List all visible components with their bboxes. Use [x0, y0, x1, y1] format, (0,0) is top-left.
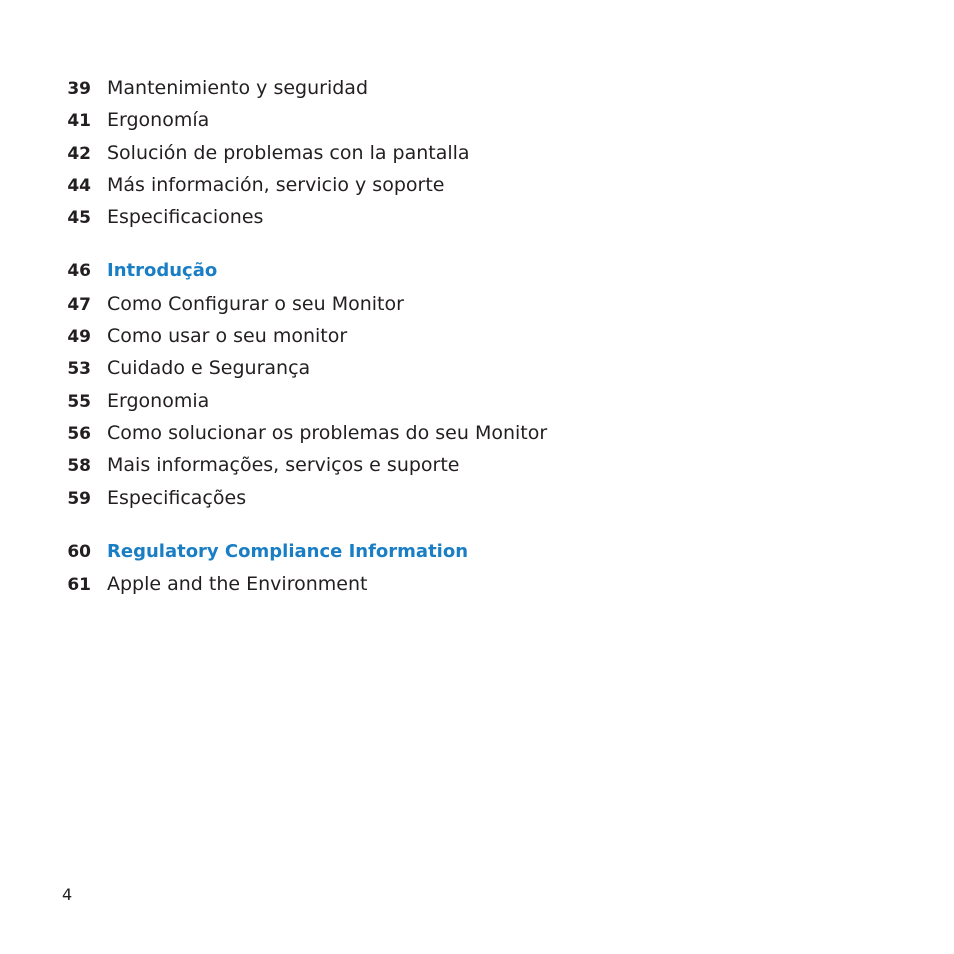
toc-page-number: 45: [67, 208, 91, 229]
toc-title: Especificaciones: [107, 206, 264, 229]
toc-page-number: 39: [67, 79, 91, 99]
toc-page-number: 61: [67, 575, 91, 596]
toc-page-number: 59: [67, 488, 91, 509]
toc-entry[interactable]: [60, 451, 880, 483]
toc-page-number: 44: [67, 175, 91, 196]
toc-title: Ergonomía: [107, 109, 210, 132]
toc-page-number: 42: [67, 143, 91, 164]
toc-title: Apple and the Environment: [107, 573, 368, 596]
toc-title: Como usar o seu monitor: [107, 325, 348, 348]
toc-group-portuguese: [60, 257, 880, 515]
toc-page-number: 49: [67, 327, 91, 348]
toc-entry[interactable]: [60, 203, 880, 235]
toc-entry[interactable]: [60, 106, 880, 138]
toc-page-number: 55: [67, 391, 91, 412]
toc-title: Cuidado e Segurança: [107, 357, 311, 380]
toc-group-regulatory: [60, 538, 880, 603]
toc-title: Ergonomia: [107, 389, 210, 412]
toc-title: Más información, servicio y soporte: [107, 173, 445, 196]
toc-title: Solución de problemas con la pantalla: [107, 141, 470, 164]
toc-entry[interactable]: [60, 74, 880, 106]
toc-page-number: 53: [67, 359, 91, 380]
toc-section-heading[interactable]: [60, 538, 880, 570]
toc-page-number: 58: [67, 456, 91, 477]
toc-section-heading[interactable]: [60, 257, 880, 289]
toc-page-number: 60: [67, 541, 91, 562]
toc-title: Especificações: [107, 486, 247, 509]
toc-title: Mantenimiento y seguridad: [107, 77, 368, 99]
toc-entry[interactable]: [60, 570, 880, 602]
toc-page-number: 41: [67, 111, 91, 132]
toc-page-number: 47: [67, 294, 91, 315]
toc-entry[interactable]: [60, 419, 880, 451]
toc-title: Mais informações, serviços e suporte: [107, 454, 460, 477]
toc-entry[interactable]: [60, 139, 880, 171]
toc-entry[interactable]: [60, 387, 880, 419]
toc-entry[interactable]: [60, 290, 880, 322]
toc-heading-title: Regulatory Compliance Information: [107, 540, 469, 562]
toc-entry[interactable]: [60, 322, 880, 354]
toc-group-spanish: [60, 74, 880, 235]
table-of-contents: [60, 74, 880, 624]
toc-title: Como solucionar os problemas do seu Monitor: [107, 421, 548, 444]
toc-entry[interactable]: [60, 484, 880, 516]
toc-heading-title: Introdução: [107, 260, 218, 282]
toc-title: Como Configurar o seu Monitor: [107, 292, 404, 315]
page-number: 4: [62, 885, 73, 904]
toc-entry[interactable]: [60, 354, 880, 386]
toc-entry[interactable]: [60, 171, 880, 203]
toc-page-number: 46: [67, 261, 91, 282]
toc-page-number: 56: [67, 423, 91, 444]
